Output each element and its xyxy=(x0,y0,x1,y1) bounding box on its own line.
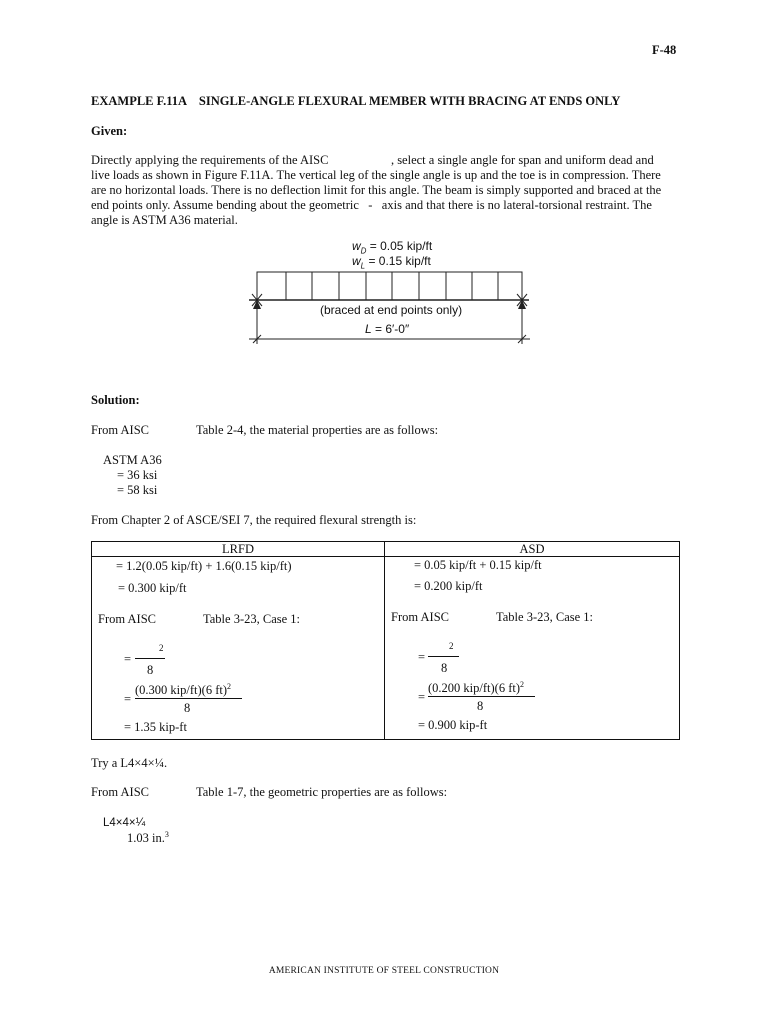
live-load-value: = 0.15 kip/ft xyxy=(365,254,431,268)
span-symbol: L xyxy=(365,322,372,336)
lrfd-fraction-bar xyxy=(135,658,165,659)
asd-equals: = xyxy=(418,650,426,664)
lrfd-w-result: = 0.300 kip/ft xyxy=(118,581,187,595)
asd-exponent: 2 xyxy=(449,641,454,651)
lrfd-from-aisc: From AISC xyxy=(98,612,157,626)
dead-load-value: = 0.05 kip/ft xyxy=(366,239,433,253)
lrfd-equals-2: = xyxy=(124,692,132,706)
lrfd-header: LRFD xyxy=(92,542,385,557)
lrfd-numerator-exp: 2 xyxy=(227,682,231,691)
solution-label: Solution: xyxy=(91,393,140,407)
left-support xyxy=(253,300,261,309)
try-section-line xyxy=(91,756,167,771)
try-section-text: Try a L4×4×¼. xyxy=(91,756,168,770)
asd-from-aisc: From AISC xyxy=(391,610,450,624)
given-line: are no horizontal loads. There is no deflection limit for this angle. The beam is simply supported and braced at the xyxy=(91,183,662,197)
lrfd-numerator-text: (0.300 kip/ft)(6 ft) xyxy=(135,683,227,697)
asd-table-3-23: Table 3-23, Case 1: xyxy=(496,610,594,624)
section-property xyxy=(127,831,169,846)
asd-numerator-text: (0.200 kip/ft)(6 ft) xyxy=(428,681,520,695)
asd-equals-2: = xyxy=(418,690,426,704)
lrfd-equals: = xyxy=(124,652,132,666)
given-line: Directly applying the requirements of the AISC , select a single angle for span and uniform dead and xyxy=(91,153,654,167)
asd-cell xyxy=(385,557,680,740)
example-heading: EXAMPLE F.11A SINGLE-ANGLE FLEXURAL MEMBER WITH BRACING AT ENDS ONLY xyxy=(91,94,621,108)
span-value: = 6′-0″ xyxy=(371,322,410,336)
lrfd-numerator xyxy=(135,683,231,698)
live-load-subscript: L xyxy=(360,261,366,271)
lrfd-denominator-2: 8 xyxy=(184,701,191,715)
from-aisc-table-1-7: From AISC xyxy=(91,785,150,799)
load-block xyxy=(257,272,522,300)
right-support xyxy=(518,300,526,309)
lrfd-cell xyxy=(92,557,385,740)
lrfd-moment-result: = 1.35 kip-ft xyxy=(124,720,187,734)
asd-numerator-exp: 2 xyxy=(520,680,524,689)
dead-load-symbol: w xyxy=(352,239,361,253)
page-footer: AMERICAN INSTITUTE OF STEEL CONSTRUCTION xyxy=(268,966,500,976)
section-property-exp: 3 xyxy=(164,830,169,839)
given-line: angle is ASTM A36 material. xyxy=(91,213,238,227)
lrfd-exponent: 2 xyxy=(159,643,164,653)
live-load-label xyxy=(352,254,431,273)
asd-fraction-bar-2 xyxy=(428,696,535,697)
asd-w-result: = 0.200 kip/ft xyxy=(414,579,483,593)
chapter-line: From Chapter 2 of ASCE/SEI 7, the required flexural strength is: xyxy=(91,513,417,527)
material-fu: = 58 ksi xyxy=(117,483,158,497)
beam-figure xyxy=(244,236,534,348)
given-line: end points only. Assume bending about the geometric - axis and that there is no lateral-torsional restraint. The xyxy=(91,198,652,212)
asd-denominator-2: 8 xyxy=(477,699,484,713)
given-line: live loads as shown in Figure F.11A. The vertical leg of the single angle is up and the toe is in compression. There xyxy=(91,168,661,182)
strength-table xyxy=(91,541,680,740)
material-fy: = 36 ksi xyxy=(117,468,158,482)
asd-w-expression: = 0.05 kip/ft + 0.15 kip/ft xyxy=(414,558,542,572)
lrfd-denominator: 8 xyxy=(147,663,154,677)
span-label xyxy=(365,322,409,336)
material-name: ASTM A36 xyxy=(103,453,162,467)
from-aisc-table-2-4: From AISC xyxy=(91,423,150,437)
from-aisc-table-2-4-text: Table 2-4, the material properties are as follows: xyxy=(196,423,439,437)
lrfd-w-expression: = 1.2(0.05 kip/ft) + 1.6(0.15 kip/ft) xyxy=(116,559,292,573)
braced-label: (braced at end points only) xyxy=(320,303,463,317)
page-number: F-48 xyxy=(652,43,677,57)
from-aisc-table-1-7-text: Table 1-7, the geometric properties are as follows: xyxy=(196,785,448,799)
given-paragraph xyxy=(91,153,679,227)
live-load-symbol: w xyxy=(352,254,361,268)
dead-load-subscript: D xyxy=(360,246,367,256)
given-label: Given: xyxy=(91,124,128,138)
section-property-value: 1.03 in. xyxy=(127,831,165,845)
asd-numerator xyxy=(428,681,524,696)
asd-fraction-bar xyxy=(428,656,459,657)
asd-moment-result: = 0.900 kip-ft xyxy=(418,718,488,732)
asd-denominator: 8 xyxy=(441,661,448,675)
lrfd-fraction-bar-2 xyxy=(135,698,242,699)
section-name: L4×4×¼ xyxy=(103,817,146,829)
asd-header: ASD xyxy=(385,542,680,557)
lrfd-table-3-23: Table 3-23, Case 1: xyxy=(203,612,301,626)
